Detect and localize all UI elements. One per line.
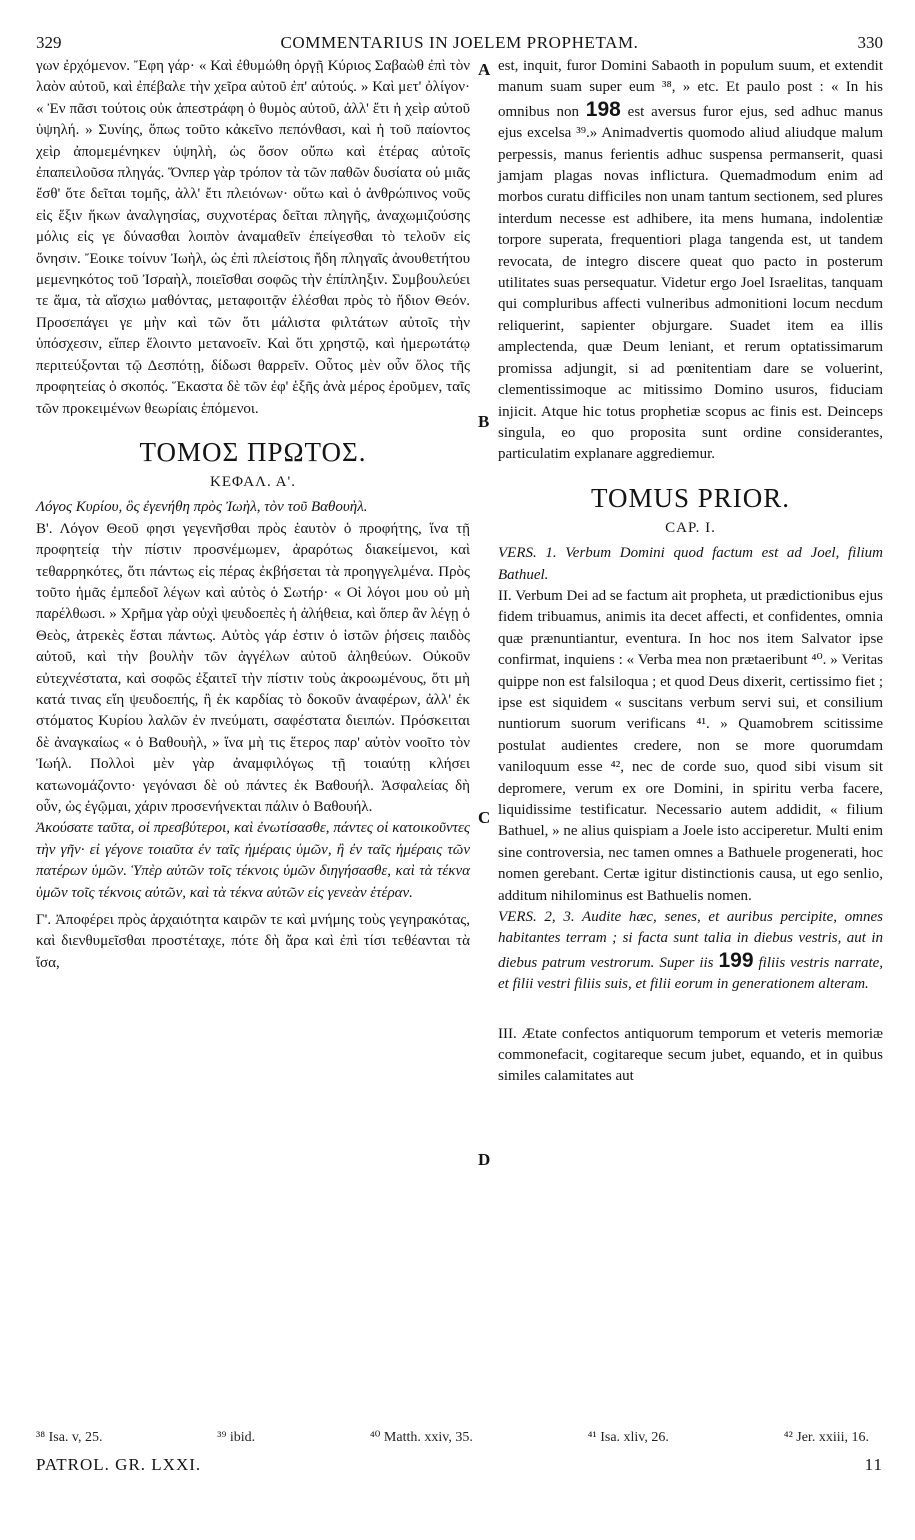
running-head	[36, 32, 883, 54]
latin-intro-paragraph	[498, 56, 883, 466]
column-number-198: 198	[585, 97, 621, 121]
margin-letter-d: D	[478, 1150, 491, 1169]
greek-paragraph-2: Β'. Λόγον Θεοῦ φησι γεγενῆσθαι πρὸς ἑαυτὸν ὁ προφήτης, ἵνα τῇ προφητείᾳ τὴν πίστιν προσνέμωμεν, ἀραρότως διακείμενοι, καὶ τεθαρρηκότες, ὅτι πάντως εἰς πέρας ἐκβήσεται τὰ προηγγελμένα. Πρὸς τοῦτο ἡμᾶς ἐμπεδοῖ λέγων καὶ αὐτὸς ὁ Σωτήρ· « Οἱ λόγοι μου οὐ μὴ παρέλθωσι. » Χρῆμα γὰρ οὐχὶ ψευδοεπὲς ἡ ἀλήθεια, καὶ ὅπερ ἂν λέγῃ ὁ Θεὸς, ἀτρεκὲς ἔσται πάντως. Αὐτὸς γάρ ἐστιν ὁ ἱστῶν ῥήσεις παιδὸς αὐτοῦ, καὶ τὴν βουλὴν τῶν ἀγγέλων αὐτοῦ ἀληθεύων. Οὐκοῦν εὐτεχνέστατα, καὶ σοφῶς ἐξαιτεῖ τὴν πίστιν τοὺς ἀκροωμένους, ὅτι μὴ κατά τινας εἴη ψευδοεπής, ἢ ἐκ καρδίας τὸ δοκοῦν ἀναφέρων, ἀλλ' ἐκ στόματος Κυρίου λαλῶν ἐν πνεύματι, σαφέστατα διειπών. Πρόσκειται δὲ ἀναγκαίως « ὁ Βαθουὴλ, » ἵνα μὴ τις ἕτερος παρ' αὐτὸν νοοῖτο τὸν Ἰωήλ. Πολλοὶ μὲν γὰρ ἀναμφιλόγως τῇ τοιαύτῃ κλήσει κατωνομάζοντο· γεγόνασι δὲ οὐ πάντες ἐκ Βαθουήλ. Ἀσφαλείας δὴ οὖν, ὡς ἐγῷμαι, χάριν προσενήνεκται πάλιν ὁ Βαθουήλ.	[36, 520, 470, 815]
latin-paragraph-2: II. Verbum Dei ad se factum ait propheta, ut prædictionibus ejus fidem tribuamus, animis ita decet affecti, et confidentes, omnia quæ prænuntiantur, eventura. In hoc nos item Salvator ipse confirmat, inquiens : « Verba mea non prætaeribunt ⁴⁰. » Veritas quippe non est falsiloqua ; et quod Deus dixerit, certissimo fiet ; ipse est siquidem « suscitans verbum servi sui, et consilium nuntiorum suorum verificans ⁴¹. » Quamobrem scitissime postulat audientes credere, non se more quorumdam vaniloquum esse ⁴², nec de corde suo, quod sibi visum sit depromere, verum ex ore Domini, in spiritu verba facere, liquidissime testificatur. Necessario autem addidit, « filium Bathuel, » ne alius quispiam a Joele isto acciperetur. Multi enim sine controversia, nec tamen omnes a Bathuele progenerati, hoc nomen gerebant. Certæ igitur distinctionis causa, ut ego senlio, additum nihilominus est Bathuelis nomen.	[498, 587, 883, 904]
margin-letter-b: B	[478, 412, 490, 431]
running-title: COMMENTARIUS IN JOELEM PROPHETAM.	[280, 33, 639, 52]
latin-chapter-heading: CAP. I.	[665, 519, 716, 536]
margin-letter-a: A	[478, 60, 491, 79]
greek-verse-2: Ἀκούσατε ταῦτα, οἱ πρεσβύτεροι, καὶ ἐνωτίσασθε, πάντες οἱ κατοικοῦντες τὴν γῆν· εἰ γέγονε τοιαῦτα ἐν ταῖς ἡμέραις ὑμῶν, ἢ ἐν ταῖς ἡμέραις τῶν πατέρων ὑμῶν. Ὑπὲρ αὐτῶν τοῖς τέκνοις ὑμῶν διηγήσασθε, καὶ τὰ τέκνα ὑμῶν τοῖς τέκνοις αὐτῶν, καὶ τὰ τέκνα αὐτῶν εἰς γενεὰν ἑτέραν.	[36, 820, 470, 901]
two-column-body	[36, 56, 884, 1169]
greek-paragraph-3: Γ'. Ἀποφέρει πρὸς ἀρχαιότητα καιρῶν τε καὶ μνήμης τοὺς γεγηρακότας, καὶ διενθυμεῖσθαι προστέταχε, πότε δὴ ἄρα καὶ ἐπὶ τίσι τεθέανται τὰ ἴσα,	[36, 912, 470, 971]
footnotes	[36, 1428, 883, 1448]
footnote-41: ⁴¹ Isa. xliv, 26.	[587, 1430, 669, 1445]
gathering-number: 11	[864, 1455, 883, 1474]
greek-tome-heading: ΤΟΜΟΣ ΠΡΩΤΟΣ.	[139, 436, 367, 467]
footnote-40: ⁴⁰ Matth. xxiv, 35.	[369, 1430, 473, 1445]
left-page-number: 329	[36, 33, 62, 52]
latin-intro-part-1: est, inquit, furor Domini Sabaoth in populum suum, et extendit manum suam super eum ³⁸, » etc. Et paulo post : « In his omnibus non	[498, 58, 883, 120]
latin-verse-2	[498, 907, 883, 996]
latin-verse-1: VERS. 1. Verbum Domini quod factum est ad Joel, filium Bathuel.	[498, 545, 883, 583]
series-signature: PATROL. GR. LXXI.	[36, 1455, 202, 1474]
latin-intro-part-2: est aversus furor ejus, sed adhuc manus ejus excelsa ³⁹.» Animadvertis quomodo aliud aliudque malum perpessis, manus ferientis adhuc suspensa permanserit, quasi jamjam plagas novas inflictura. Quemadmodum enim ad morbos curatu difficiles non unam tantum sectionem, sed plures interdum necesse est adhibere, ita mens humana, indolentiæ torpore superata, frequentiori plaga tangenda est, ut tandem revocata, de integro discere queat quo pacto in posterum utilitates suas persequatur. Videtur ergo Joel Israelitas, tanquam qui compluribus affecti vulneribus admonitioni locum necdum reliquerint, sapienter objurgare. Suadet item ea illis amplectenda, quæ Deum leniant, et rerum optatissimarum promissa adjungit, si ad pœnitentiam dare se voluerint, clementissimoque ac mitissimo Domino usuros, fiduciam injicit. Atque hic totus prophetiæ scopus ac finis est. Deinceps singula, eo quo proposita sunt ordine considerantes, particulatim explanare aggrediemur.	[498, 103, 883, 463]
latin-tome-heading: TOMUS PRIOR.	[590, 482, 791, 513]
greek-intro-paragraph: γων ἐρχόμενον. Ἔφη γάρ· « Καὶ ἐθυμώθη ὀργῇ Κύριος Σαβαὼθ ἐπὶ τὸν λαὸν αὐτοῦ, καὶ ἐπέβαλε τὴν χεῖρα αὐτοῦ ἐπ' αὐτούς. » Καὶ μετ' ὀλίγον· « Ἐν πᾶσι τούτοις οὐκ ἀπεστράφη ὁ θυμὸς αὐτοῦ, ἀλλ' ἔτι ἡ χεὶρ αὐτοῦ ὑψηλή. » Συνίης, ὅπως τοῦτο κἀκεῖνο πεπόνθασι, καὶ ἡ τοῦ παίοντος χεὶρ ἀπομεμένηκεν ὑψηλὴ, ὡς ὅσον οὔπω καὶ ἑτέρας αὐτοῖς ἐπαπειλοῦσα πληγάς. Ὅνπερ γὰρ τρόπον τὰ τῶν παθῶν δυσίατα οὐ μιᾶς ἔσθ' ὅτε δεῖται τομῆς, ἀλλ' ἔτι πλειόνων· οὕτω καὶ ὁ ἀνθρώπινος νοῦς εἰς ἕξιν ἥκων ἀναλγησίας, συχνοτέρας δεῖται πληγῆς, ἀναχωμιζούσης μόλις εἰς γε δύνασθαι λοιπὸν ἀναμαθεῖν ἐπείγεσθαι τὸ τελοῦν εἰς ὄνησιν. Ἔοικε τοίνυν Ἰωὴλ, ὡς ἐπὶ πλείστοις ἤδη πληγαῖς ἀνουθετήτου μεμενηκότος τοῦ Ἰσραὴλ, ποιεῖσθαι σοφῶς τὴν ἐπίπληξιν. Συμβουλεύει τε ἅμα, τὰ αἴσχιω μαθόντας, μεταφοιτᾷν ἐλέσθαι πρὸς τὸ ἥδιον Θεόν. Προσεπάγει γε μὴν καὶ τῶν ὅτι μάλιστα φιλτάτων αὐτοῖς τὴν ὑπόσχεσιν, εἴπερ ἕλοιντο μετανοεῖν. Καὶ ὅτι χρηστῷ, καὶ ἡμερωτάτῳ περιτεύξονται τῷ Δεσπότῃ, δίδωσι θαρρεῖν. Οὗτος μὲν οὖν ὅλος τῆς προφητείας ὁ σκοπός. Ἕκαστα δὲ τῶν ἐφ' ἑξῆς ἀνὰ μέρος ἐροῦμεν, ταῖς τῶν προκειμένων θεωρίαις ἑπόμενοι.	[36, 58, 470, 417]
column-number-199: 199	[718, 948, 754, 972]
latin-paragraph-3: III. Ætate confectos antiquorum temporum et veteris memoriæ commonefacit, cogitareque secum jubet, equando, et in quibus similes calamitates aut	[498, 1025, 883, 1085]
margin-letter-c: C	[478, 808, 491, 827]
latin-column	[494, 56, 883, 1088]
right-page-number: 330	[857, 33, 883, 52]
latin-verse-2-part-2: filiis vestris narrate, et filii vestri filiis suis, et filii eorum in generationem alteram.	[498, 954, 884, 993]
margin-letters	[476, 56, 494, 1169]
latin-verse-2-part-1: VERS. 2, 3. Audite hæc, senes, et auribus percipite, omnes habitantes terram ; si facta sunt talia in diebus vestris, aut in diebus patrum vestrorum. Super iis	[498, 909, 883, 971]
greek-column	[36, 56, 476, 1088]
page-footer	[36, 1455, 883, 1475]
greek-verse-1: Λόγος Κυρίου, ὃς ἐγενήθη πρὸς Ἰωὴλ, τὸν τοῦ Βαθουὴλ.	[36, 499, 368, 516]
footnote-39: ³⁹ ibid.	[217, 1430, 256, 1445]
greek-chapter-heading: ΚΕΦΑΛ. Α'.	[210, 473, 296, 490]
footnote-38: ³⁸ Isa. v, 25.	[36, 1430, 103, 1445]
footnote-42: ⁴² Jer. xxiii, 16.	[783, 1430, 869, 1445]
